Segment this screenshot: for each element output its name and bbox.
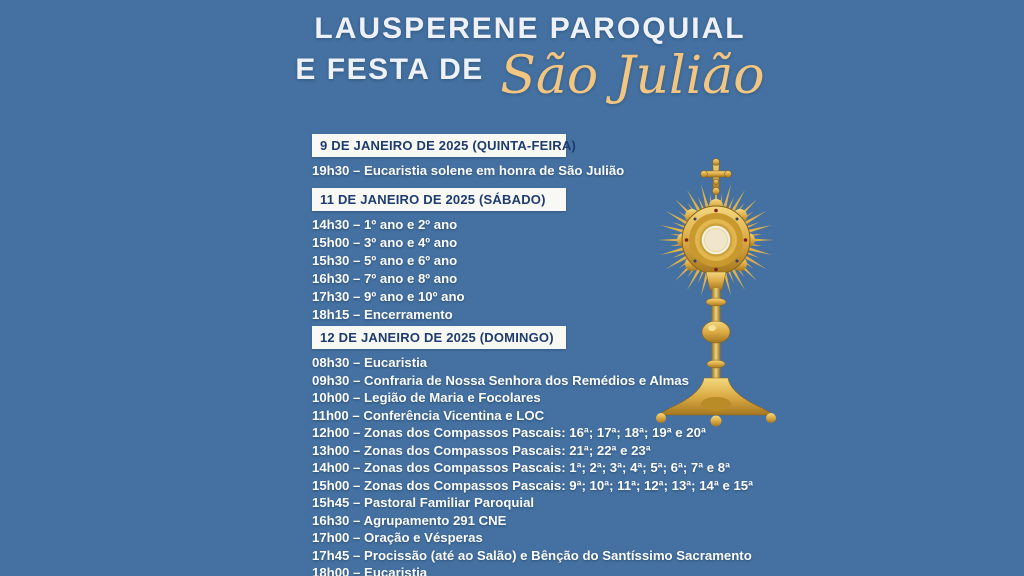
date-header: 9 DE JANEIRO DE 2025 (QUINTA-FEIRA) <box>312 134 566 157</box>
schedule-item: 14h00 – Zonas dos Compassos Pascais: 1ª; 2ª; 3ª; 4ª; 5ª; 6ª; 7ª e 8ª <box>312 460 730 475</box>
title-line2-script: São Julião <box>500 46 765 106</box>
schedule-items <box>312 162 624 180</box>
schedule-item: 15h00 – 3º ano e 4º ano <box>312 235 458 250</box>
schedule-item: 15h30 – 5º ano e 6º ano <box>312 253 458 268</box>
schedule-item: 17h00 – Oração e Vésperas <box>312 530 483 545</box>
letterbox-right <box>795 0 1024 576</box>
schedule-section-saturday <box>312 188 566 324</box>
schedule-item: 17h30 – 9º ano e 10º ano <box>312 289 465 304</box>
schedule-item: 16h30 – Agrupamento 291 CNE <box>312 512 507 528</box>
event-poster <box>265 0 795 576</box>
title-line2-prefix: E FESTA DE <box>295 53 484 86</box>
schedule-section-thursday <box>312 134 624 180</box>
schedule-item: 08h30 – Eucaristia <box>312 355 428 370</box>
schedule-section-sunday <box>312 326 753 576</box>
letterbox-left <box>0 0 265 576</box>
schedule-item: 11h00 – Conferência Vicentina e LOC <box>312 407 545 423</box>
schedule-item: 12h00 – Zonas dos Compassos Pascais: 16ª; 17ª; 18ª; 19ª e 20ª <box>312 425 706 440</box>
schedule-item: 18h00 – Eucaristia <box>312 565 428 576</box>
schedule-item: 19h30 – Eucaristia solene em honra de São Julião <box>312 163 625 178</box>
poster-title <box>265 12 795 106</box>
schedule-items <box>312 216 566 324</box>
schedule-item: 16h30 – 7º ano e 8º ano <box>312 271 458 286</box>
date-header: 11 DE JANEIRO DE 2025 (SÁBADO) <box>312 188 566 211</box>
schedule-item: 14h30 – 1º ano e 2º ano <box>312 217 458 232</box>
schedule-item: 17h45 – Procissão (até ao Salão) e Bênção do Santíssimo Sacramento <box>312 547 752 563</box>
schedule-item: 10h00 – Legião de Maria e Focolares <box>312 390 541 405</box>
date-header: 12 DE JANEIRO DE 2025 (DOMINGO) <box>312 326 566 349</box>
title-line1: LAUSPERENE PAROQUIAL <box>314 12 746 45</box>
schedule-item: 15h00 – Zonas dos Compassos Pascais: 9ª; 10ª; 11ª; 12ª; 13ª; 14ª e 15ª <box>312 477 753 493</box>
schedule-item: 13h00 – Zonas dos Compassos Pascais: 21ª; 22ª e 23ª <box>312 442 651 458</box>
schedule-item: 18h15 – Encerramento <box>312 307 453 322</box>
schedule-item: 15h45 – Pastoral Familiar Paroquial <box>312 495 535 510</box>
schedule-item: 09h30 – Confraria de Nossa Senhora dos Remédios e Almas <box>312 372 689 388</box>
title-line2 <box>265 46 795 106</box>
schedule-items <box>312 354 753 576</box>
